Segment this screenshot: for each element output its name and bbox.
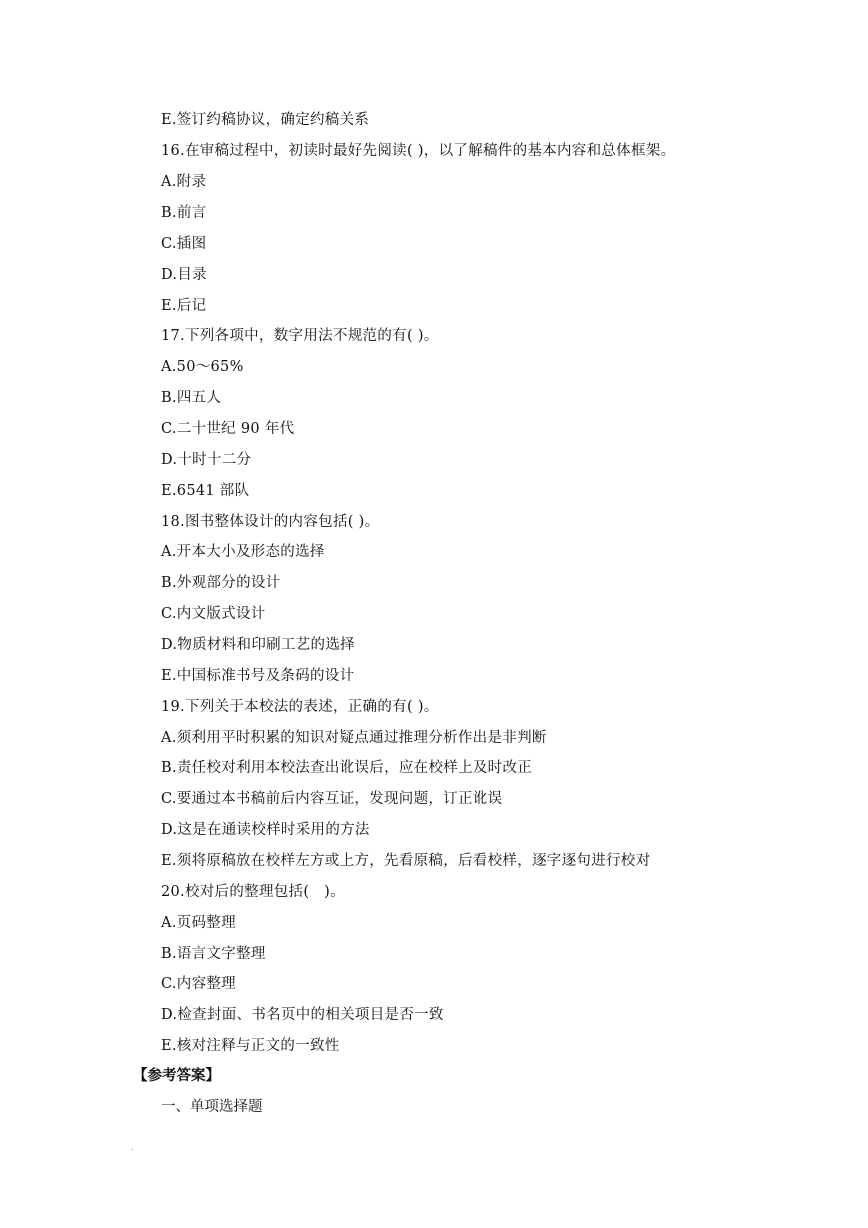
option-a-q19: A.须利用平时积累的知识对疑点通过推理分析作出是非判断 <box>161 730 547 746</box>
footer-mark: . <box>131 1143 134 1153</box>
option-c-q16: C.插图 <box>161 236 207 252</box>
option-e-q17: E.6541 部队 <box>161 483 250 499</box>
question-16: 16.在审稿过程中，初读时最好先阅读( )，以了解稿件的基本内容和总体框架。 <box>161 143 676 159</box>
option-a-q20: A.页码整理 <box>161 915 236 931</box>
option-b-q17: B.四五人 <box>161 390 222 406</box>
option-e-q20: E.核对注释与正文的一致性 <box>161 1038 340 1054</box>
option-b-q16: B.前言 <box>161 205 207 221</box>
option-d-q19: D.这是在通读校样时采用的方法 <box>161 822 370 838</box>
option-d-q16: D.目录 <box>161 267 207 283</box>
reference-answers-heading: 【参考答案】 <box>133 1067 220 1084</box>
option-d-q18: D.物质材料和印刷工艺的选择 <box>161 637 355 653</box>
option-e-q19: E.须将原稿放在校样左方或上方，先看原稿，后看校样，逐字逐句进行校对 <box>161 853 651 869</box>
question-19: 19.下列关于本校法的表述，正确的有( )。 <box>161 699 439 715</box>
option-b-q20: B.语言文字整理 <box>161 946 266 962</box>
option-a-q17: A.50～65% <box>161 359 244 375</box>
question-17: 17.下列各项中，数字用法不规范的有( )。 <box>161 328 439 344</box>
option-e-q18: E.中国标准书号及条码的设计 <box>161 668 355 684</box>
single-choice-section-heading: 一、单项选择题 <box>161 1099 263 1115</box>
option-a-q16: A.附录 <box>161 174 207 190</box>
option-b-q18: B.外观部分的设计 <box>161 575 281 591</box>
option-b-q19: B.责任校对利用本校法查出讹误后，应在校样上及时改正 <box>161 760 533 776</box>
option-e-q16: E.后记 <box>161 298 207 314</box>
option-d-q17: D.十时十二分 <box>161 452 252 468</box>
question-20: 20.校对后的整理包括( )。 <box>161 884 345 900</box>
option-c-q20: C.内容整理 <box>161 976 236 992</box>
option-a-q18: A.开本大小及形态的选择 <box>161 544 325 560</box>
option-c-q18: C.内文版式设计 <box>161 606 266 622</box>
option-d-q20: D.检查封面、书名页中的相关项目是否一致 <box>161 1007 444 1023</box>
option-c-q17: C.二十世纪 90 年代 <box>161 421 295 437</box>
option-e-q15: E.签订约稿协议，确定约稿关系 <box>161 112 370 128</box>
option-c-q19: C.要通过本书稿前后内容互证，发现问题，订正讹误 <box>161 791 503 807</box>
question-18: 18.图书整体设计的内容包括( )。 <box>161 514 380 530</box>
